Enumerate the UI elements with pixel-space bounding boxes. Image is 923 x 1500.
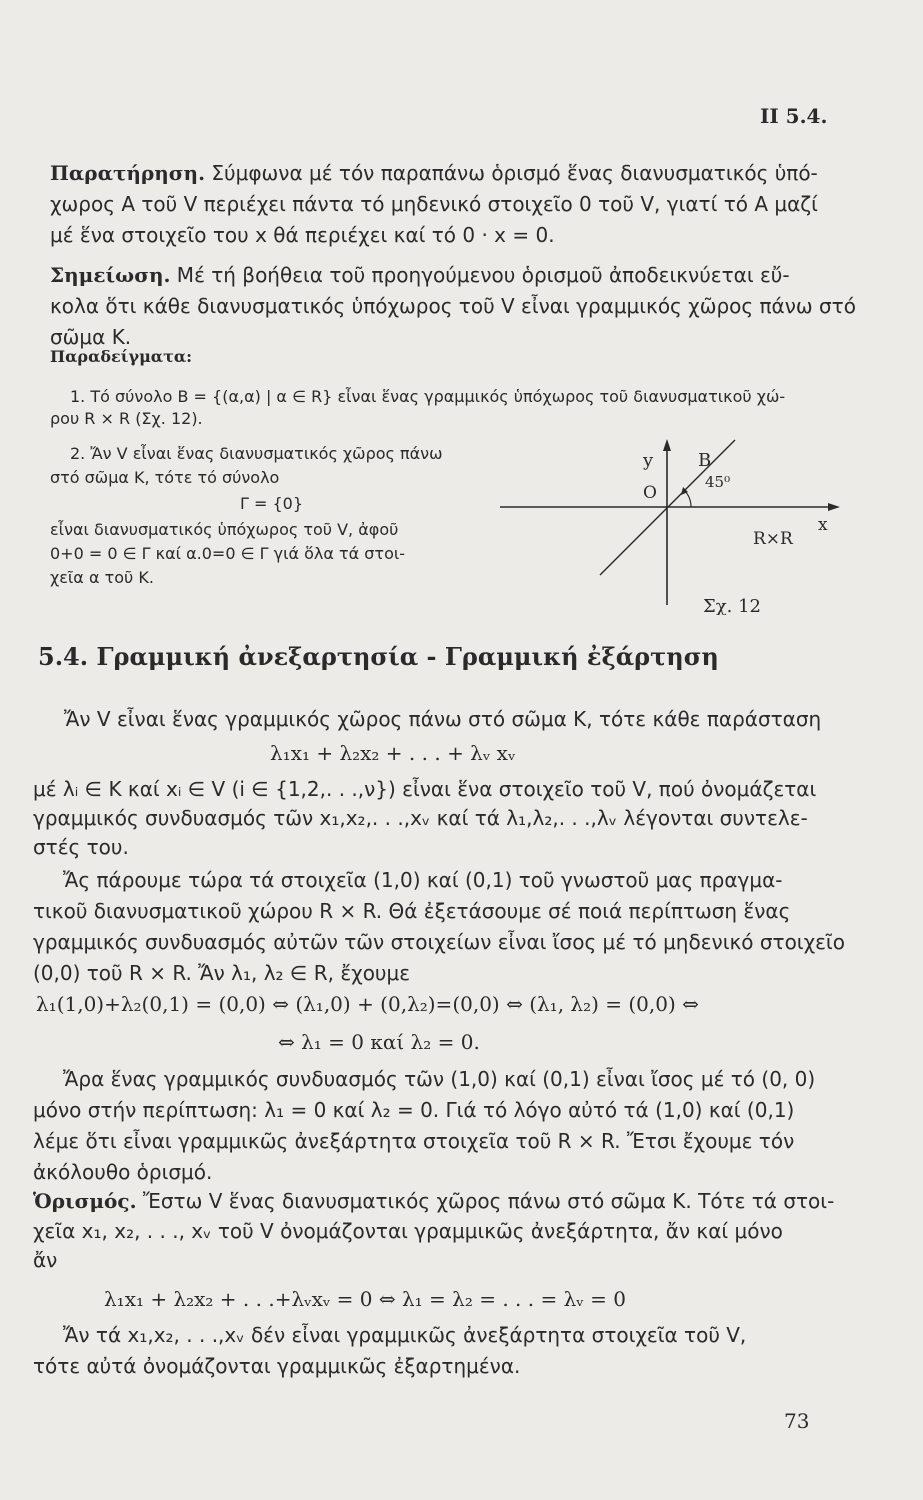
section-title	[38, 642, 719, 672]
examples-heading: Παραδείγματα:	[50, 347, 193, 366]
definition-paragraph	[33, 776, 816, 860]
closing-line: τότε αὐτά ὀνομάζονται γραμμικῶς ἐξαρτημένα.	[33, 1354, 521, 1378]
section-title-text: Γραμμική ἀνεξαρτησία - Γραμμική ἐξάρτηση	[88, 642, 719, 671]
note-line: σῶμα K.	[50, 325, 132, 349]
section-number: 5.4.	[38, 642, 89, 671]
equation-2: ⇔ λ₁ = 0 καί λ₂ = 0.	[278, 1030, 480, 1054]
example-2	[50, 443, 443, 589]
example-paragraph-line: τικοῦ διανυσματικοῦ χώρου R × R. Θά ἐξετάσουμε σέ ποιά περίπτωση ἕνας	[33, 899, 791, 923]
example-1-line: 1. Τό σύνολο B = {(α,α) | α ∈ R} εἶναι ἕνας γραμμικός ὑπόχωρος τοῦ διανυσματικοῦ χώ-	[70, 387, 786, 406]
conclusion-line: λέμε ὅτι εἶναι γραμμικῶς ἀνεξάρτητα στοιχεῖα τοῦ R × R. Ἔτσι ἔχουμε τόν	[33, 1129, 795, 1153]
example-2-line: εἶναι διανυσματικός ὑπόχωρος τοῦ V, ἀφοῦ	[50, 520, 399, 539]
closing-line: Ἄν τά x₁,x₂, . . .,xᵥ δέν εἶναι γραμμικῶς ἀνεξάρτητα στοιχεῖα τοῦ V,	[63, 1323, 747, 1347]
definition-line: μέ λᵢ ∈ K καί xᵢ ∈ V (i ∈ {1,2,. . .,ν}) εἶναι ἕνα στοιχεῖο τοῦ V, πού ὀνομάζεται	[33, 777, 817, 801]
independence-formula: λ₁x₁ + λ₂x₂ + . . .+λᵥxᵥ = 0 ⇔ λ₁ = λ₂ = . . . = λᵥ = 0	[104, 1287, 626, 1311]
example-2-line: 2. Ἄν V εἶναι ἕνας διανυσματικός χῶρος πάνω	[70, 444, 443, 463]
remark-line: Σύμφωνα μέ τόν παραπάνω ὁρισμό ἕνας διανυσματικός ὑπό-	[205, 161, 818, 185]
y-axis-arrow	[663, 439, 671, 451]
x-axis-label: x	[818, 515, 828, 535]
remark-line: μέ ἕνα στοιχεῖο του x θά περιέχει καί τό 0 · x = 0.	[50, 223, 555, 247]
section-reference: II 5.4.	[760, 104, 828, 128]
x-axis-arrow	[828, 503, 840, 511]
example-2-line: 0+0 = 0 ∈ Γ καί α.0=0 ∈ Γ γιά ὅλα τά στοι-	[50, 544, 406, 563]
note-paragraph	[50, 262, 856, 350]
space-label: R×R	[753, 529, 793, 549]
definition-line: στές του.	[33, 835, 129, 859]
figure-caption: Σχ. 12	[703, 596, 761, 615]
definition-block-line: χεῖα x₁, x₂, . . ., xᵥ τοῦ V ὀνομάζονται γραμμικῶς ἀνεξάρτητα, ἄν καί μόνο	[33, 1219, 783, 1243]
equation-1: λ₁(1,0)+λ₂(0,1) = (0,0) ⇔ (λ₁,0) + (0,λ₂)=(0,0) ⇔ (λ₁, λ₂) = (0,0) ⇔	[36, 992, 699, 1016]
note-line: Μέ τή βοήθεια τοῦ προηγούμενου ὁρισμοῦ ἀποδεικνύεται εὔ-	[170, 263, 790, 287]
definition-block-line: ἄν	[33, 1248, 58, 1272]
definition-label: Ὁρισμός.	[33, 1189, 137, 1213]
line-b-label: B	[698, 450, 712, 471]
example-1-line: ρου R × R (Σχ. 12).	[50, 409, 203, 428]
figure-12	[495, 435, 840, 615]
remark-paragraph	[50, 160, 835, 248]
origin-label: O	[643, 483, 657, 503]
note-label: Σημείωση.	[50, 263, 171, 287]
definition-block-line: Ἔστω V ἕνας διανυσματικός χῶρος πάνω στό σῶμα K. Τότε τά στοι-	[136, 1189, 835, 1213]
note-line: κολα ὅτι κάθε διανυσματικός ὑπόχωρος τοῦ V εἶναι γραμμικός χῶρος πάνω στό	[50, 294, 856, 318]
closing-paragraph	[33, 1322, 746, 1379]
intro-line: Ἄν V εἶναι ἕνας γραμμικός χῶρος πάνω στό σῶμα K, τότε κάθε παράσταση	[64, 707, 822, 731]
conclusion-line: Ἄρα ἕνας γραμμικός συνδυασμός τῶν (1,0) καί (0,1) εἶναι ἴσος μέ τό (0, 0)	[63, 1067, 816, 1091]
example-2-line: Γ = {0}	[240, 494, 304, 513]
remark-label: Παρατήρηση.	[50, 161, 206, 185]
linear-combination-formula: λ₁x₁ + λ₂x₂ + . . . + λᵥ xᵥ	[270, 741, 516, 765]
definition-block	[33, 1188, 834, 1273]
example-1	[50, 386, 786, 430]
example-paragraph-line: Ἄς πάρουμε τώρα τά στοιχεῖα (1,0) καί (0,1) τοῦ γνωστοῦ μας πραγμα-	[63, 868, 783, 892]
definition-line: γραμμικός συνδυασμός τῶν x₁,x₂,. . .,xᵥ καί τά λ₁,λ₂,. . .,λᵥ λέγονται συντελε-	[33, 806, 808, 830]
example-2-line: χεῖα α τοῦ K.	[50, 568, 154, 587]
remark-line: χωρος Α τοῦ V περιέχει πάντα τό μηδενικό στοιχεῖο 0 τοῦ V, γιατί τό Α μαζί	[50, 192, 818, 216]
conclusion-paragraph	[33, 1066, 815, 1185]
example-paragraph-line: γραμμικός συνδυασμός αὐτῶν τῶν στοιχείων εἶναι ἴσος μέ τό μηδενικό στοιχεῖο	[33, 930, 845, 954]
example-paragraph-line: (0,0) τοῦ R × R. Ἄν λ₁, λ₂ ∈ R, ἔχουμε	[33, 961, 411, 985]
angle-label: 45⁰	[705, 473, 731, 491]
page-number: 73	[784, 1409, 810, 1433]
example-paragraph	[33, 867, 845, 986]
example-2-line: στό σῶμα K, τότε τό σύνολο	[50, 468, 280, 487]
y-axis-label: y	[643, 450, 654, 471]
conclusion-line: ἀκόλουθο ὁρισμό.	[33, 1160, 213, 1184]
conclusion-line: μόνο στήν περίπτωση: λ₁ = 0 καί λ₂ = 0. Γιά τό λόγο αὐτό τά (1,0) καί (0,1)	[33, 1098, 795, 1122]
